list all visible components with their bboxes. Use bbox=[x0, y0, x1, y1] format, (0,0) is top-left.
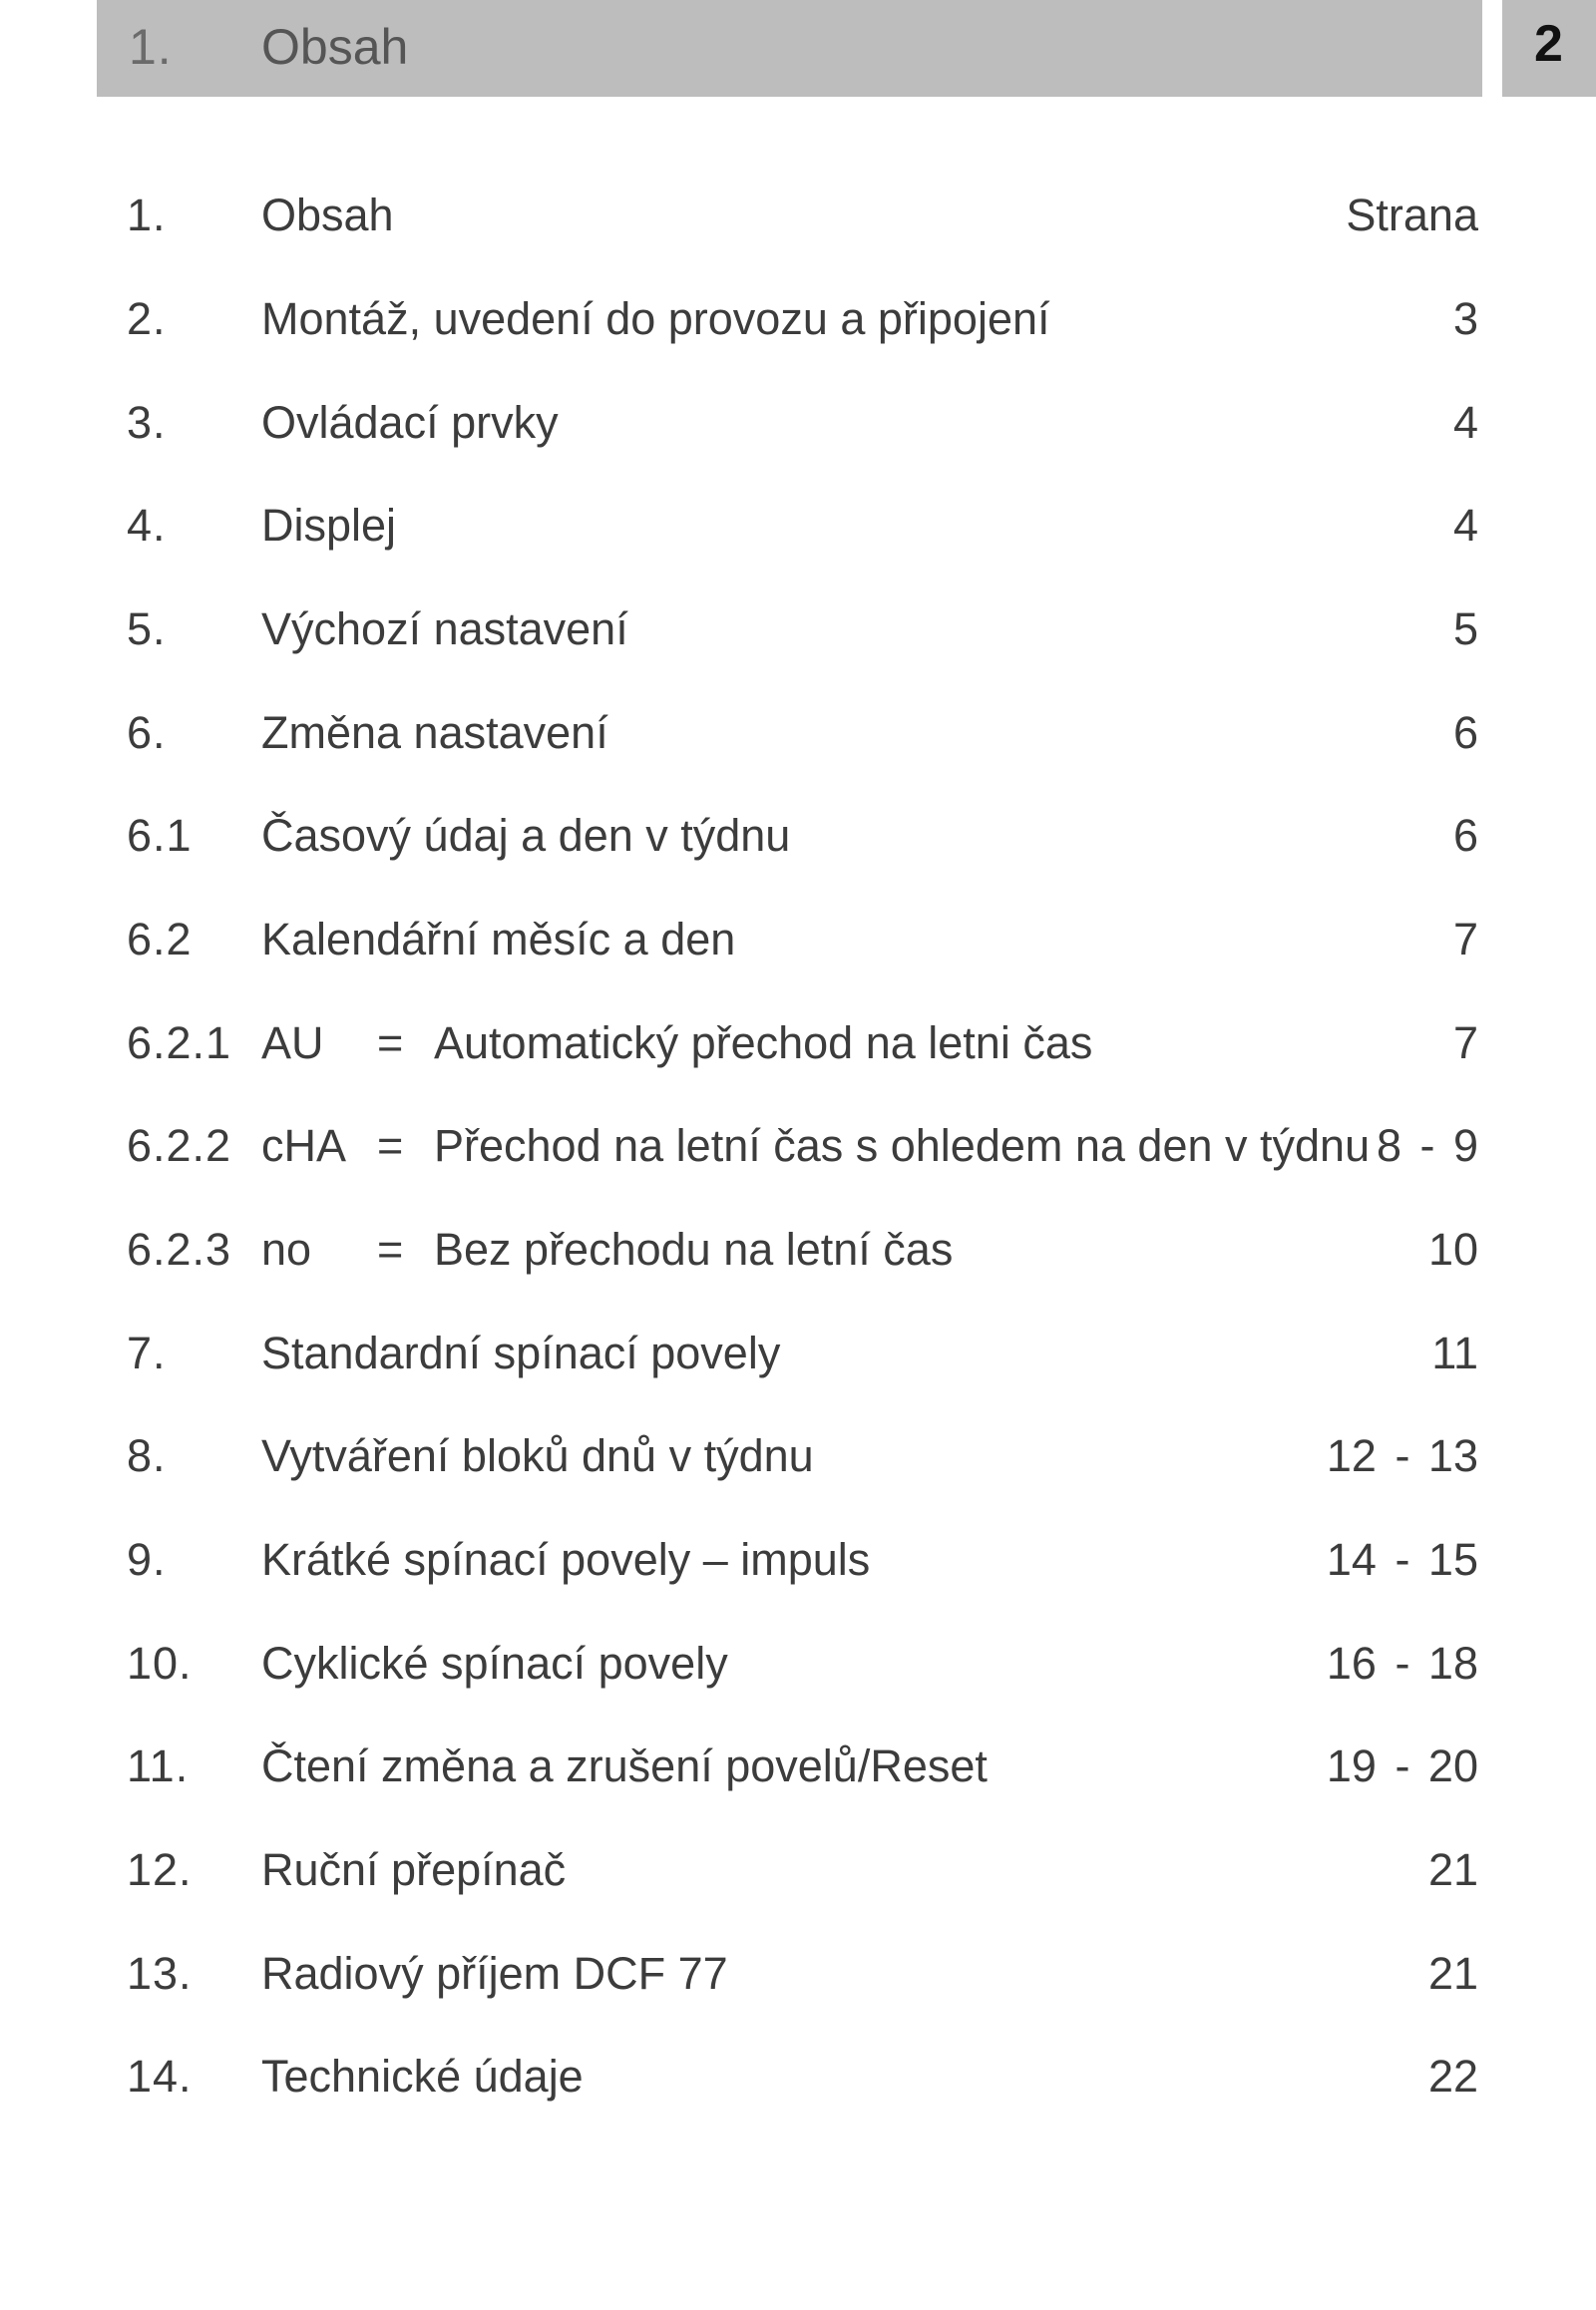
toc-entry[interactable] bbox=[0, 397, 1596, 467]
toc-entry[interactable] bbox=[0, 190, 1596, 259]
toc-entry-page: 7 bbox=[1452, 914, 1478, 964]
toc-entry-title: Cyklické spínací povely bbox=[261, 1638, 728, 1689]
toc-entry-title: Bez přechodu na letní čas bbox=[434, 1224, 954, 1275]
toc-entry-number: 10. bbox=[127, 1638, 193, 1689]
toc-entry-title: Přechod na letní čas s ohledem na den v týdnu bbox=[434, 1120, 1371, 1171]
toc-entry[interactable] bbox=[0, 1638, 1596, 1708]
toc-entry-page: 3 bbox=[1452, 293, 1478, 344]
toc-entry[interactable] bbox=[0, 500, 1596, 570]
toc-entry-title: Displej bbox=[261, 500, 397, 551]
toc-entry-page: 10 bbox=[1427, 1224, 1478, 1275]
toc-entry[interactable] bbox=[0, 1430, 1596, 1500]
toc-entry-number: 11. bbox=[127, 1740, 190, 1791]
toc-entry[interactable] bbox=[0, 603, 1596, 673]
toc-entry-equals: = bbox=[377, 1017, 404, 1068]
toc-entry-number: 6.1 bbox=[127, 810, 193, 861]
toc-entry-page: 4 bbox=[1452, 500, 1478, 551]
toc-entry[interactable] bbox=[0, 1224, 1596, 1294]
toc-entry-page: 8 - 9 bbox=[1376, 1120, 1478, 1171]
toc-entry[interactable] bbox=[0, 1844, 1596, 1914]
toc-entry-number: 6. bbox=[127, 707, 167, 758]
toc-entry-number: 9. bbox=[127, 1534, 167, 1585]
toc-entry-number: 12. bbox=[127, 1844, 193, 1895]
toc-entry-number: 4. bbox=[127, 500, 167, 551]
toc-entry[interactable] bbox=[0, 1120, 1596, 1190]
toc-entry-number: 6.2.2 bbox=[127, 1120, 232, 1171]
toc-entry-page: 22 bbox=[1427, 2051, 1478, 2102]
toc-entry-title: Kalendářní měsíc a den bbox=[261, 914, 736, 964]
toc-entry-number: 1. bbox=[127, 190, 167, 240]
toc-entry-title: Obsah bbox=[261, 190, 394, 240]
toc-entry-title: Časový údaj a den v týdnu bbox=[261, 810, 791, 861]
toc-entry-page: 12 - 13 bbox=[1326, 1430, 1478, 1481]
toc-entry-equals: = bbox=[377, 1120, 404, 1171]
toc-entry-page: 5 bbox=[1452, 603, 1478, 654]
toc-entry-title: Ruční přepínač bbox=[261, 1844, 567, 1895]
toc-entry-code: cHA bbox=[261, 1120, 347, 1171]
toc-entry-number: 13. bbox=[127, 1948, 193, 1999]
toc-entry-number: 6.2.1 bbox=[127, 1017, 232, 1068]
toc-entry-page: 4 bbox=[1452, 397, 1478, 448]
toc-entry-title: Montáž, uvedení do provozu a připojení bbox=[261, 293, 1050, 344]
toc-entry-title: Standardní spínací povely bbox=[261, 1328, 781, 1378]
toc-entry-page: 11 bbox=[1431, 1328, 1478, 1378]
toc-entry-number: 14. bbox=[127, 2051, 193, 2102]
toc-entry-number: 6.2.3 bbox=[127, 1224, 232, 1275]
toc-entry-title: Radiový příjem DCF 77 bbox=[261, 1948, 728, 1999]
toc-entry-page: 7 bbox=[1452, 1017, 1478, 1068]
page-number-tab bbox=[1502, 0, 1596, 97]
toc-entry-equals: = bbox=[377, 1224, 404, 1275]
toc-entry[interactable] bbox=[0, 1740, 1596, 1810]
toc-entry-title: Ovládací prvky bbox=[261, 397, 559, 448]
toc-entry-number: 3. bbox=[127, 397, 167, 448]
toc-entry-number: 8. bbox=[127, 1430, 167, 1481]
toc-entry-number: 6.2 bbox=[127, 914, 193, 964]
toc-entry-code: no bbox=[261, 1224, 312, 1275]
toc-entry-title: Čtení změna a zrušení povelů/Reset bbox=[261, 1740, 988, 1791]
toc-entry[interactable] bbox=[0, 1534, 1596, 1604]
toc-entry[interactable] bbox=[0, 1948, 1596, 2018]
toc-entry[interactable] bbox=[0, 914, 1596, 983]
toc-entry[interactable] bbox=[0, 707, 1596, 777]
toc-entry-title: Krátké spínací povely – impuls bbox=[261, 1534, 871, 1585]
toc-entry-title: Výchozí nastavení bbox=[261, 603, 628, 654]
toc-entry[interactable] bbox=[0, 293, 1596, 363]
toc-entry-page: 14 - 15 bbox=[1326, 1534, 1478, 1585]
toc-entry-page: 21 bbox=[1427, 1948, 1478, 1999]
toc-entry-title: Změna nastavení bbox=[261, 707, 608, 758]
toc-entry-page: 19 - 20 bbox=[1326, 1740, 1478, 1791]
section-header-bar bbox=[97, 0, 1482, 97]
toc-entry-number: 5. bbox=[127, 603, 167, 654]
toc-entry-page: 6 bbox=[1452, 810, 1478, 861]
toc-entry[interactable] bbox=[0, 2051, 1596, 2120]
toc-entry-number: 2. bbox=[127, 293, 167, 344]
toc-entry-title: Vytváření bloků dnů v týdnu bbox=[261, 1430, 814, 1481]
toc-entry[interactable] bbox=[0, 1017, 1596, 1087]
toc-entry[interactable] bbox=[0, 810, 1596, 880]
toc-entry-page: 21 bbox=[1427, 1844, 1478, 1895]
toc-page-column-label: Strana bbox=[1346, 190, 1478, 240]
page-number: 2 bbox=[1534, 15, 1563, 73]
toc-entry[interactable] bbox=[0, 1328, 1596, 1397]
toc-entry-title: Technické údaje bbox=[261, 2051, 584, 2102]
section-title: Obsah bbox=[261, 19, 409, 75]
toc-entry-page: 16 - 18 bbox=[1326, 1638, 1478, 1689]
toc-entry-code: AU bbox=[261, 1017, 324, 1068]
toc-entry-page: 6 bbox=[1452, 707, 1478, 758]
toc-entry-title: Automatický přechod na letni čas bbox=[434, 1017, 1093, 1068]
section-number: 1. bbox=[129, 19, 173, 75]
toc-entry-number: 7. bbox=[127, 1328, 167, 1378]
